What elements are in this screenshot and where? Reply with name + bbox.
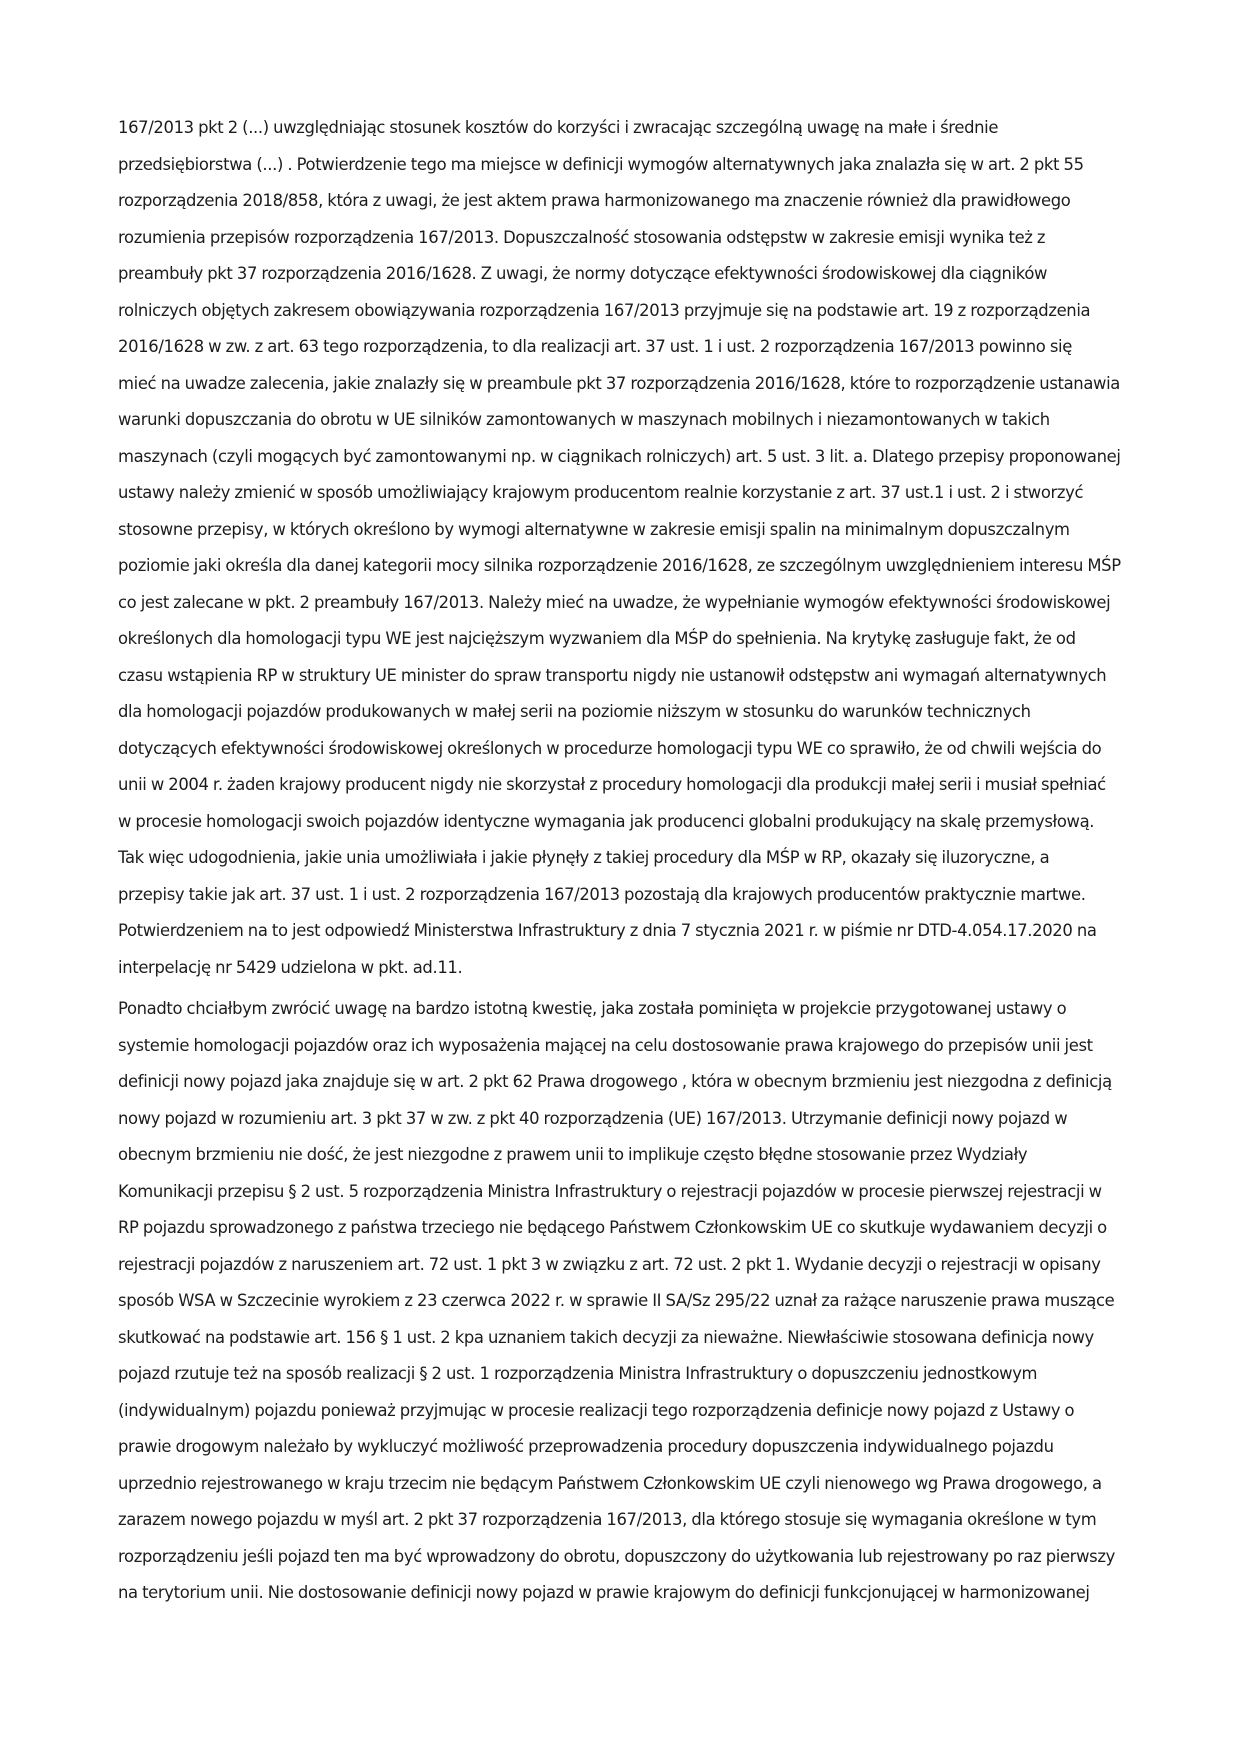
text-line: rolniczych objętych zakresem obowiązywania rozporządzenia 167/2013 przyjmuje się na podstawie art. 19 z rozporządzenia [118, 300, 1091, 320]
text-line: poziomie jaki określa dla danej kategorii mocy silnika rozporządzenie 2016/1628, ze szczególnym uwzględnieniem interesu MŚP [118, 556, 1121, 575]
text-line: przedsiębiorstwa (...) . Potwierdzenie tego ma miejsce w definicji wymogów alternatywnych jaka znalazła się w art. 2 pkt 55 [118, 154, 1084, 174]
text-line: dla homologacji pojazdów produkowanych w małej serii na poziomie niższym w stosunku do warunków technicznych [118, 702, 1031, 721]
text-line: RP pojazdu sprowadzonego z państwa trzeciego nie będącego Państwem Członkowskim UE co skutkuje wydawaniem decyzji o [118, 1218, 1107, 1237]
text-line: Komunikacji przepisu § 2 ust. 5 rozporządzenia Ministra Infrastruktury o rejestracji pojazdów w procesie pierwszej rejestracji w [118, 1181, 1102, 1201]
text-line: Potwierdzeniem na to jest odpowiedź Ministerstwa Infrastruktury z dnia 7 stycznia 2021 r. w piśmie nr DTD-4.054.17.2020 na [118, 921, 1097, 940]
text-line: przepisy takie jak art. 37 ust. 1 i ust. 2 rozporządzenia 167/2013 pozostają dla krajowych producentów praktycznie martwe. [118, 884, 1086, 904]
text-line: uprzednio rejestrowanego w kraju trzecim nie będącym Państwem Członkowskim UE czyli nienowego wg Prawa drogowego, a [118, 1473, 1102, 1493]
text-line: zarazem nowego pojazdu w myśl art. 2 pkt 37 rozporządzenia 167/2013, dla którego stosuje się wymagania określone w tym [118, 1510, 1097, 1529]
paragraph-2 [118, 991, 1128, 1612]
text-line: określonych dla homologacji typu WE jest najcięższym wyzwaniem dla MŚP do spełnienia. Na krytykę zasługuje fakt, że od [118, 629, 1076, 648]
text-line: na terytorium unii. Nie dostosowanie definicji nowy pojazd w prawie krajowym do definicji funkcjonującej w harmonizowanej [118, 1583, 1090, 1602]
text-line: systemie homologacji pojazdów oraz ich wyposażenia mającej na celu dostosowanie prawa krajowego do przepisów unii jest [118, 1035, 1093, 1055]
text-line: rozporządzeniu jeśli pojazd ten ma być wprowadzony do obrotu, dopuszczony do użytkowania lub rejestrowany po raz pierwszy [118, 1546, 1115, 1566]
text-line: preambuły pkt 37 rozporządzenia 2016/1628. Z uwagi, że normy dotyczące efektywności środowiskowej dla ciągników [118, 264, 1048, 283]
text-line: dotyczących efektywności środowiskowej określonych w procedurze homologacji typu WE co sprawiło, że od chwili wejścia do [118, 738, 1102, 758]
text-line: rejestracji pojazdów z naruszeniem art. 72 ust. 1 pkt 3 w związku z art. 72 ust. 2 pkt 1. Wydanie decyzji o rejestracji w opisany [118, 1254, 1101, 1274]
text-line: rozporządzenia 2018/858, która z uwagi, że jest aktem prawa harmonizowanego ma znaczenie również dla prawidłowego [118, 191, 1071, 210]
text-line: prawie drogowym należało by wykluczyć możliwość przeprowadzenia procedury dopuszczenia indywidualnego pojazdu [118, 1437, 1054, 1456]
text-line: czasu wstąpienia RP w struktury UE minister do spraw transportu nigdy nie ustanowił odstępstw ani wymagań alternatywnych [118, 665, 1107, 685]
text-line: w procesie homologacji swoich pojazdów identyczne wymagania jak producenci globalni produkujący na skalę przemysłową. [118, 811, 1095, 831]
text-line: obecnym brzmieniu nie dość, że jest niezgodne z prawem unii to implikuje często błędne stosowanie przez Wydziały [118, 1145, 1028, 1164]
text-line: unii w 2004 r. żaden krajowy producent nigdy nie skorzystał z procedury homologacji dla produkcji małej serii i musiał spełniać [118, 775, 1106, 794]
text-line: stosowne przepisy, w których określono by wymogi alternatywne w zakresie emisji spalin na minimalnym dopuszczalnym [118, 519, 1070, 539]
text-line: definicji nowy pojazd jaka znajduje się w art. 2 pkt 62 Prawa drogowego , która w obecnym brzmieniu jest niezgodna z definicją [118, 1072, 1112, 1091]
text-line: pojazd rzutuje też na sposób realizacji § 2 ust. 1 rozporządzenia Ministra Infrastruktury o dopuszczeniu jednostkowym [118, 1364, 1038, 1383]
text-line: 167/2013 pkt 2 (...) uwzględniając stosunek kosztów do korzyści i zwracając szczególną uwagę na małe i średnie [118, 118, 999, 137]
text-line: Tak więc udogodnienia, jakie unia umożliwiała i jakie płynęły z takiej procedury dla MŚP w RP, okazały się iluzoryczne, a [118, 848, 1050, 867]
text-line: maszynach (czyli mogących być zamontowanymi np. w ciągnikach rolniczych) art. 5 ust. 3 lit. a. Dlatego przepisy proponowanej [118, 446, 1121, 466]
text-line: sposób WSA w Szczecinie wyrokiem z 23 czerwca 2022 r. w sprawie II SA/Sz 295/22 uznał za rażące naruszenie prawa muszące [118, 1291, 1115, 1310]
text-line: 2016/1628 w zw. z art. 63 tego rozporządzenia, to dla realizacji art. 37 ust. 1 i ust. 2 rozporządzenia 167/2013 powinno się [118, 337, 1072, 356]
text-line: rozumienia przepisów rozporządzenia 167/2013. Dopuszczalność stosowania odstępstw w zakresie emisji wynika też z [118, 227, 1046, 247]
text-line: co jest zalecane w pkt. 2 preambuły 167/2013. Należy mieć na uwadze, że wypełnianie wymogów efektywności środowiskowej [118, 592, 1111, 612]
text-line: interpelację nr 5429 udzielona w pkt. ad.11. [118, 957, 463, 977]
paragraph-1 [118, 110, 1128, 986]
text-line: warunki dopuszczania do obrotu w UE silników zamontowanych w maszynach mobilnych i niezamontowanych w takich [118, 410, 1050, 429]
text-line: ustawy należy zmienić w sposób umożliwiający krajowym producentom realnie korzystanie z art. 37 ust.1 i ust. 2 i stworzyć [118, 483, 1084, 502]
text-line: skutkować na podstawie art. 156 § 1 ust. 2 kpa uznaniem takich decyzji za nieważne. Niewłaściwie stosowana definicja nowy [118, 1327, 1094, 1347]
text-line: mieć na uwadze zalecenia, jakie znalazły się w preambule pkt 37 rozporządzenia 2016/1628, które to rozporządzenie ustanawia [118, 373, 1120, 393]
text-line: nowy pojazd w rozumieniu art. 3 pkt 37 w zw. z pkt 40 rozporządzenia (UE) 167/2013. Utrzymanie definicji nowy pojazd w [118, 1108, 1068, 1128]
text-line: Ponadto chciałbym zwrócić uwagę na bardzo istotną kwestię, jaka została pominięta w projekcie przygotowanej ustawy o [118, 999, 1067, 1018]
text-line: (indywidualnym) pojazdu ponieważ przyjmując w procesie realizacji tego rozporządzenia definicje nowy pojazd z Ustawy o [118, 1400, 1075, 1420]
